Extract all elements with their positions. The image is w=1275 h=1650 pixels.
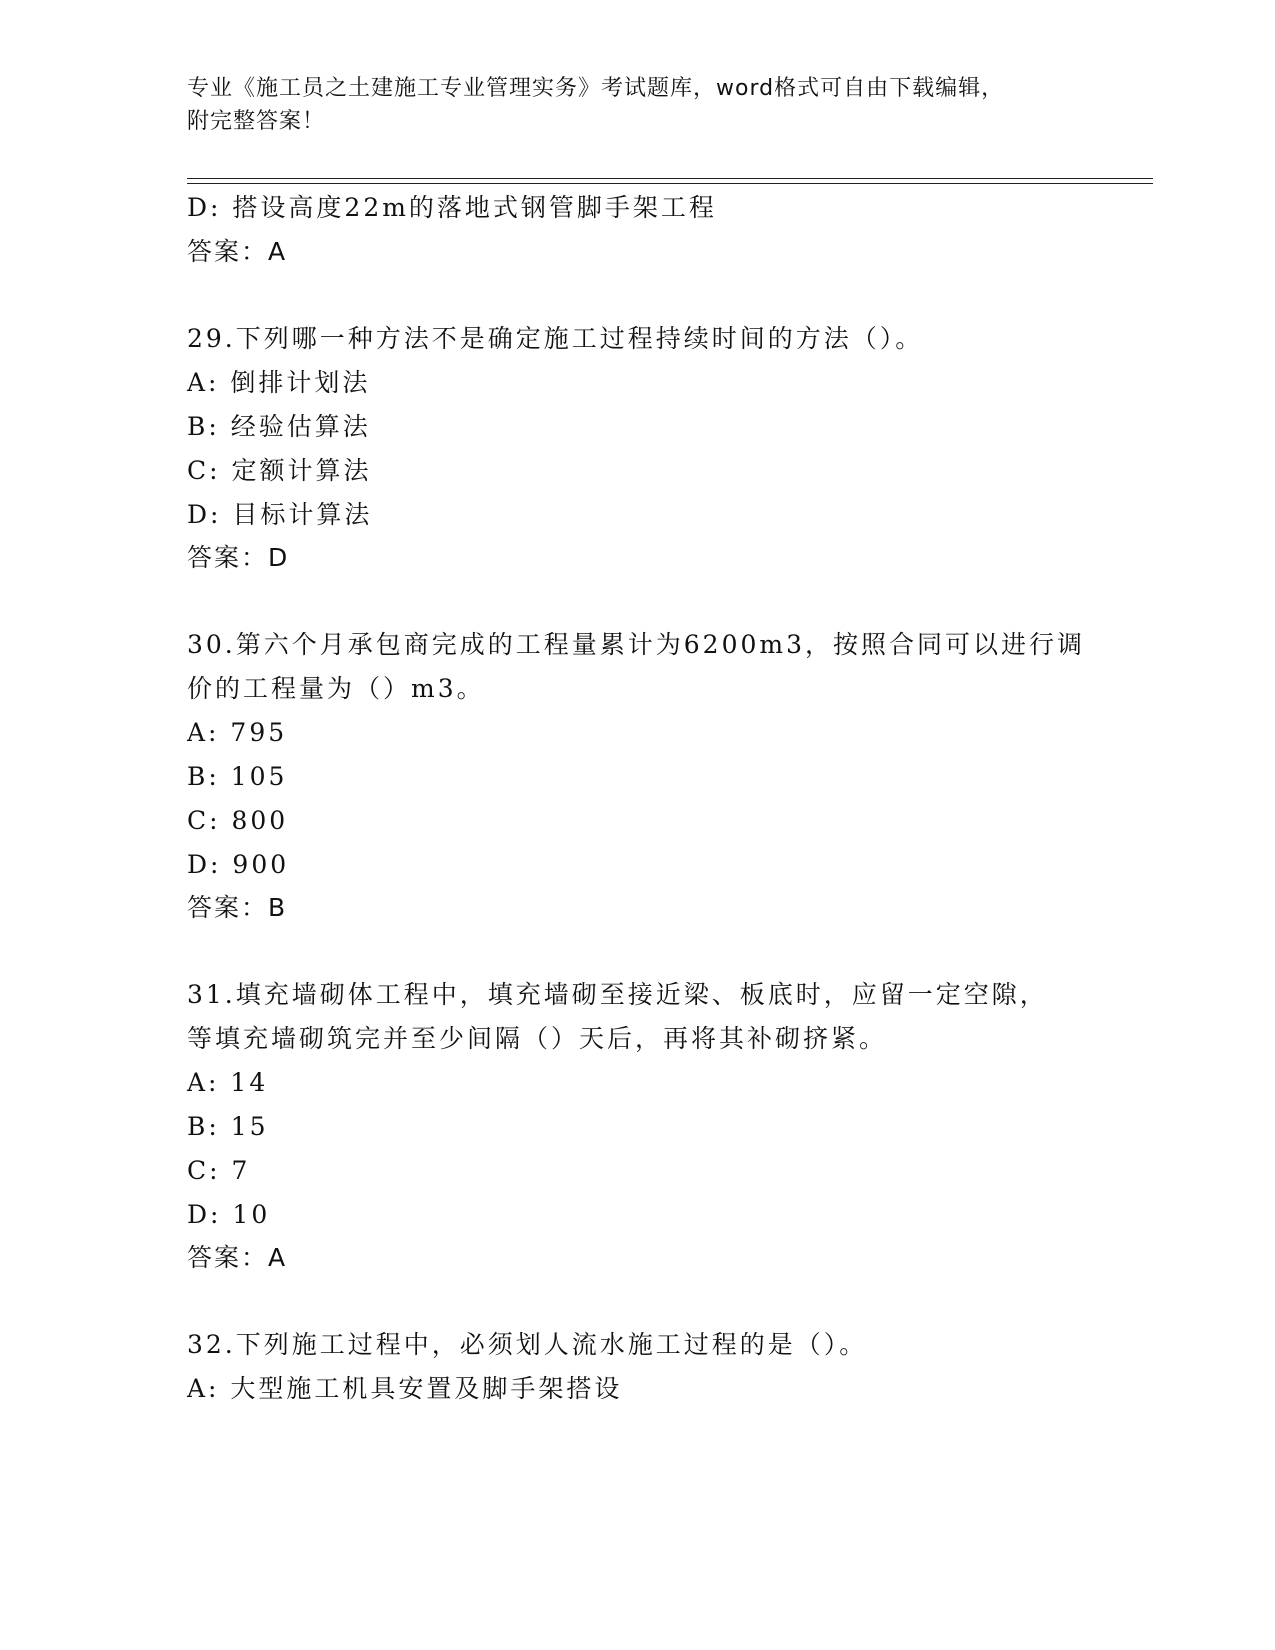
option-c: C: 7: [187, 1156, 251, 1185]
header-divider-bottom: [187, 183, 1153, 184]
option-a: A: 大型施工机具安置及脚手架搭设: [187, 1374, 623, 1403]
option-d: D: 900: [187, 850, 290, 879]
question-stem-line-1: 30.第六个月承包商完成的工程量累计为6200m3，按照合同可以进行调: [187, 630, 1085, 659]
answer: 答案：D: [187, 543, 290, 572]
option-b: B: 15: [187, 1112, 269, 1141]
option-a: A: 14: [187, 1068, 269, 1097]
option-d: D: 10: [187, 1200, 271, 1229]
answer: 答案：A: [187, 1243, 288, 1272]
option-b: B: 经验估算法: [187, 412, 371, 441]
header-line-2: 附完整答案！: [187, 109, 326, 134]
header-line-1: 专业《施工员之土建施工专业管理实务》考试题库，word格式可自由下载编辑，: [187, 76, 1005, 101]
option-d: D: 搭设高度22m的落地式钢管脚手架工程: [187, 193, 717, 222]
header-divider-top: [187, 178, 1153, 179]
document-header: [187, 72, 1067, 138]
answer: 答案：A: [187, 237, 288, 266]
option-a: A: 795: [187, 718, 288, 747]
option-b: B: 105: [187, 762, 288, 791]
question-stem-line-2: 价的工程量为（）m3。: [187, 674, 485, 703]
question-stem: 29.下列哪一种方法不是确定施工过程持续时间的方法（）。: [187, 324, 924, 353]
option-a: A: 倒排计划法: [187, 368, 371, 397]
option-c: C: 定额计算法: [187, 456, 372, 485]
question-stem-line-1: 31.填充墙砌体工程中，填充墙砌至接近梁、板底时，应留一定空隙，: [187, 980, 1048, 1009]
option-c: C: 800: [187, 806, 289, 835]
answer: 答案：B: [187, 893, 288, 922]
question-stem-line-2: 等填充墙砌筑完并至少间隔（）天后，再将其补砌挤紧。: [187, 1024, 888, 1053]
question-stem: 32.下列施工过程中，必须划人流水施工过程的是（）。: [187, 1330, 868, 1359]
option-d: D: 目标计算法: [187, 500, 373, 529]
